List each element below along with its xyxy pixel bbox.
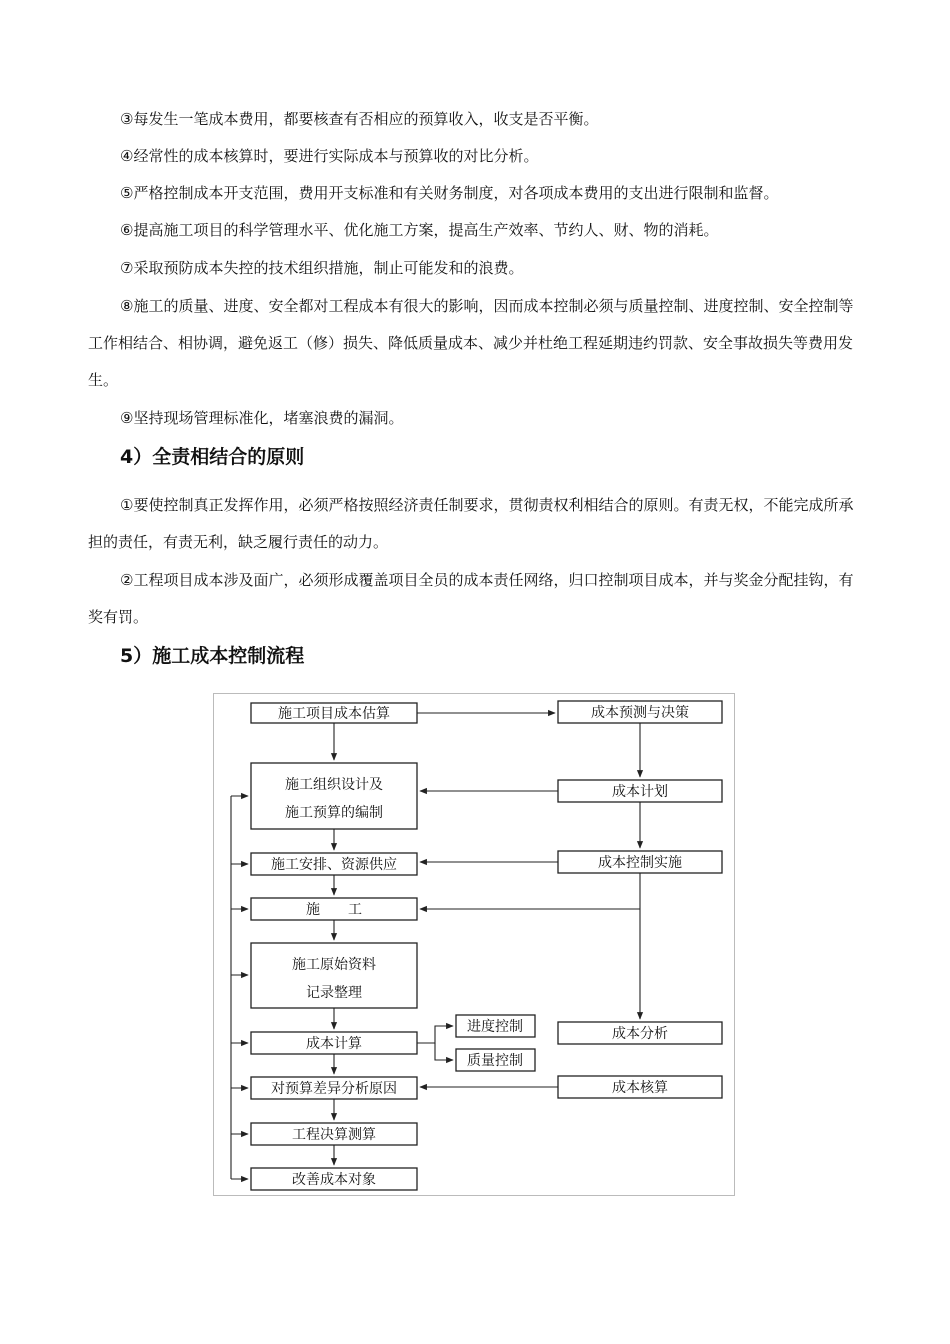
- box-original-records-label-2: 记录整理: [306, 985, 362, 1001]
- arrow-calc-to-quality: [435, 1043, 453, 1060]
- box-cost-accounting-label: 成本核算: [612, 1080, 668, 1096]
- box-quality-control-label: 质量控制: [467, 1053, 523, 1069]
- box-construction-design-label-1: 施工组织设计及: [285, 777, 383, 793]
- box-cost-implementation-label: 成本控制实施: [598, 855, 682, 871]
- box-final-account-label: 工程决算测算: [292, 1127, 376, 1143]
- paragraph-item-5: ⑤严格控制成本开支范围，费用开支标准和有关财务制度，对各项成本费用的支出进行限制和监督。: [120, 184, 779, 202]
- paragraph-item-6: ⑥提高施工项目的科学管理水平、优化施工方案，提高生产效率、节约人、财、物的消耗。: [120, 221, 719, 239]
- arrow-calc-to-progress: [417, 1026, 453, 1043]
- box-construction-label: 施 工: [306, 902, 362, 918]
- box-arrangement-supply-label: 施工安排、资源供应: [271, 857, 397, 873]
- box-cost-estimate-label: 施工项目成本估算: [278, 706, 390, 722]
- paragraph-item-8: ⑧施工的质量、进度、安全都对工程成本有很大的影响，因而成本控制必须与质量控制、进度控制、安全控制等工作相结合、相协调，避免返工（修）损失、降低质量成本、减少并杜绝工程延期违约罚款、安全事故损失等费用发生。: [88, 297, 854, 389]
- section-heading-4: 4）全责相结合的原则: [120, 446, 305, 468]
- box-improve-cost-label: 改善成本对象: [292, 1172, 376, 1188]
- box-construction-design-label-2: 施工预算的编制: [285, 805, 383, 821]
- paragraph-item-3: ③每发生一笔成本费用，都要核查有否相应的预算收入，收支是否平衡。: [120, 110, 599, 128]
- box-progress-control-label: 进度控制: [467, 1019, 523, 1035]
- cost-control-flowchart: [213, 693, 735, 1196]
- box-cost-calculation-label: 成本计算: [306, 1036, 362, 1052]
- section-heading-5: 5）施工成本控制流程: [120, 645, 305, 667]
- box-cost-analysis-label: 成本分析: [612, 1026, 668, 1042]
- paragraph-responsibility-1: ①要使控制真正发挥作用，必须严格按照经济责任制要求，贯彻责权利相结合的原则。有责无权，不能完成所承担的责任，有责无利，缺乏履行责任的动力。: [88, 496, 854, 551]
- box-original-records-label-1: 施工原始资料: [292, 957, 376, 973]
- box-cost-plan-label: 成本计划: [612, 784, 668, 800]
- paragraph-item-9: ⑨坚持现场管理标准化，堵塞浪费的漏洞。: [120, 409, 404, 427]
- box-variance-analysis-label: 对预算差异分析原因: [271, 1081, 397, 1097]
- paragraph-responsibility-2: ②工程项目成本涉及面广，必须形成覆盖项目全员的成本责任网络，归口控制项目成本，并与奖金分配挂钩，有奖有罚。: [88, 571, 854, 626]
- paragraph-item-7: ⑦采取预防成本失控的技术组织措施，制止可能发和的浪费。: [120, 259, 524, 277]
- paragraph-item-4: ④经常性的成本核算时，要进行实际成本与预算收的对比分析。: [120, 147, 539, 165]
- box-cost-forecast-label: 成本预测与决策: [591, 705, 689, 721]
